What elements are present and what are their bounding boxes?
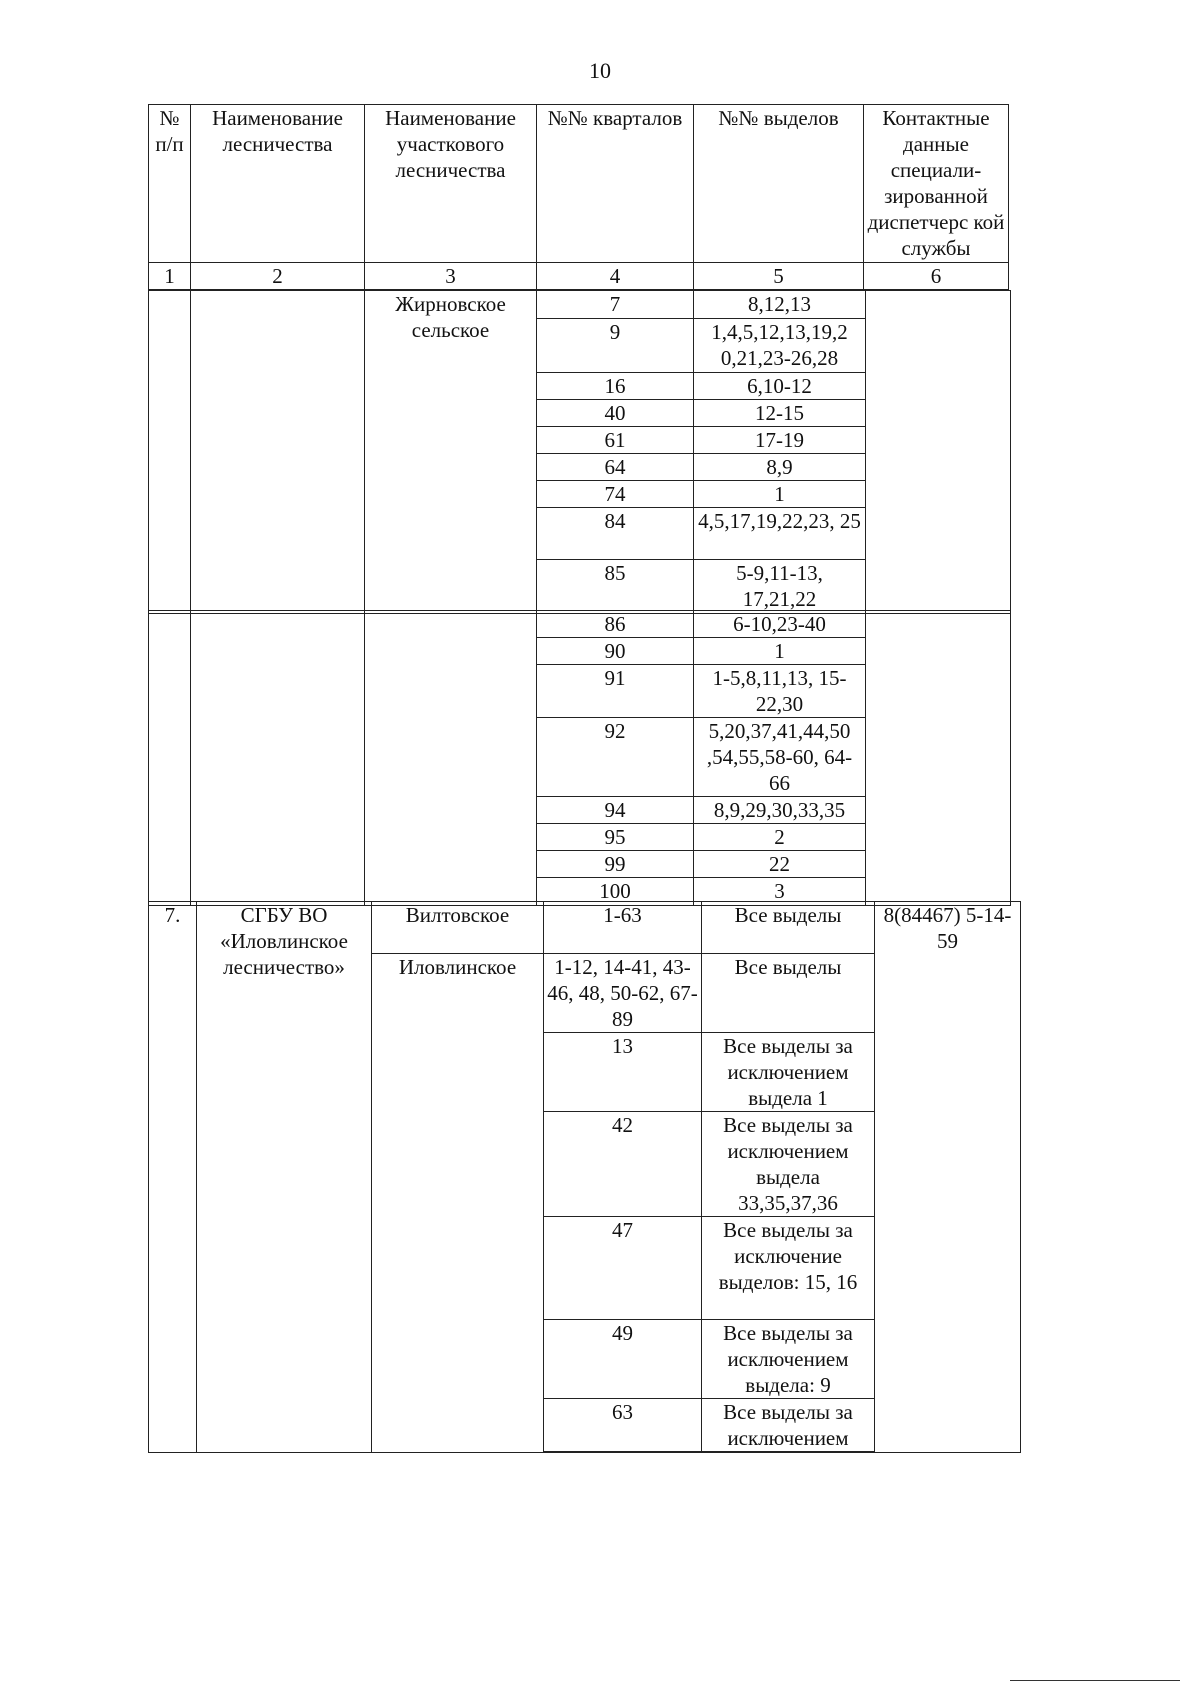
col-header-district-forestry: Наименование участкового лесничества <box>365 105 537 263</box>
quarter-cell: 100 <box>537 878 694 906</box>
table-row <box>149 902 1021 954</box>
col-header-quarters: №№ кварталов <box>537 105 694 263</box>
plots-cell: 6,10-12 <box>694 373 866 400</box>
quarter-cell: 99 <box>537 851 694 878</box>
col-number: 4 <box>537 263 694 290</box>
quarter-cell-empty <box>544 1452 702 1453</box>
plots-cell: 17-19 <box>694 427 866 454</box>
quarter-cell: 63 <box>544 1399 702 1452</box>
plots-cell: Все выделы <box>702 902 875 954</box>
quarter-cell: 84 <box>537 508 694 560</box>
col-header-contacts: Контактные данные специали-зированной диспетчерс кой службы <box>864 105 1009 263</box>
col-number: 6 <box>864 263 1009 290</box>
quarter-cell: 7 <box>537 291 694 319</box>
plots-cell: Все выделы за исключением выдела 1 <box>702 1033 875 1112</box>
contact-cell-empty <box>866 611 1011 906</box>
forestry-cell-empty <box>191 611 365 906</box>
contact-cell-empty <box>866 291 1011 614</box>
quarter-cell: 86 <box>537 611 694 638</box>
quarter-cell: 42 <box>544 1112 702 1217</box>
section-a-table <box>148 290 1011 614</box>
plots-cell: 6-10,23-40 <box>694 611 866 638</box>
quarter-cell: 9 <box>537 319 694 373</box>
plots-cell: 2 <box>694 824 866 851</box>
section-c-table <box>148 901 1021 1453</box>
plots-cell-empty <box>702 1452 875 1453</box>
plots-cell: 1 <box>694 638 866 665</box>
plots-cell: 8,9 <box>694 454 866 481</box>
col-number: 2 <box>191 263 365 290</box>
col-number: 5 <box>694 263 864 290</box>
quarter-cell: 90 <box>537 638 694 665</box>
quarter-cell: 1-63 <box>544 902 702 954</box>
plots-cell: 1,4,5,12,13,19,2 0,21,23-26,28 <box>694 319 866 373</box>
quarter-cell: 61 <box>537 427 694 454</box>
quarter-cell: 91 <box>537 665 694 718</box>
col-header-plots: №№ выделов <box>694 105 864 263</box>
plots-cell: Все выделы <box>702 954 875 1033</box>
page-number: 10 <box>589 58 611 83</box>
quarter-cell: 1-12, 14-41, 43-46, 48, 50-62, 67-89 <box>544 954 702 1033</box>
num-cell: 7. <box>149 902 197 1453</box>
table-row <box>149 291 1011 319</box>
quarter-cell: 74 <box>537 481 694 508</box>
district-forestry-cell-empty <box>365 611 537 906</box>
header-row <box>149 105 1009 263</box>
district-forestry-cell: Иловлинское <box>372 954 544 1453</box>
plots-cell: 1-5,8,11,13, 15-22,30 <box>694 665 866 718</box>
quarter-cell: 16 <box>537 373 694 400</box>
quarter-cell: 47 <box>544 1217 702 1320</box>
col-number: 3 <box>365 263 537 290</box>
quarter-cell: 40 <box>537 400 694 427</box>
col-number: 1 <box>149 263 191 290</box>
plots-cell: 4,5,17,19,22,23, 25 <box>694 508 866 560</box>
col-header-num: № п/п <box>149 105 191 263</box>
plots-cell: 3 <box>694 878 866 906</box>
column-number-row <box>149 263 1009 290</box>
plots-cell: Все выделы за исключением <box>702 1399 875 1452</box>
plots-cell: Все выделы за исключение выделов: 15, 16 <box>702 1217 875 1320</box>
plots-cell: 12-15 <box>694 400 866 427</box>
plots-cell: 22 <box>694 851 866 878</box>
plots-cell: 8,12,13 <box>694 291 866 319</box>
contact-cell: 8(84467) 5-14-59 <box>875 902 1021 1453</box>
plots-cell: 5-9,11-13, 17,21,22 <box>694 560 866 614</box>
district-forestry-cell: Жирновское сельское <box>365 291 537 614</box>
header-table <box>148 104 1009 290</box>
plots-cell: 1 <box>694 481 866 508</box>
forestry-cell-empty <box>191 291 365 614</box>
quarter-cell: 13 <box>544 1033 702 1112</box>
section-b-table <box>148 610 1011 906</box>
quarter-cell: 95 <box>537 824 694 851</box>
district-forestry-cell: Вилтовское <box>372 902 544 954</box>
table-row <box>149 611 1011 638</box>
num-cell-empty <box>149 291 191 614</box>
plots-cell: Все выделы за исключением выдела: 9 <box>702 1320 875 1399</box>
col-header-forestry: Наименование лесничества <box>191 105 365 263</box>
quarter-cell: 92 <box>537 718 694 797</box>
quarter-cell: 49 <box>544 1320 702 1399</box>
plots-cell: 5,20,37,41,44,50 ,54,55,58-60, 64-66 <box>694 718 866 797</box>
plots-cell: Все выделы за исключением выдела 33,35,37,36 <box>702 1112 875 1217</box>
quarter-cell: 85 <box>537 560 694 614</box>
plots-cell: 8,9,29,30,33,35 <box>694 797 866 824</box>
quarter-cell: 94 <box>537 797 694 824</box>
forestry-cell: СГБУ ВО «Иловлинское лесничество» <box>197 902 372 1453</box>
footer-rule <box>1010 1680 1180 1681</box>
num-cell-empty <box>149 611 191 906</box>
quarter-cell: 64 <box>537 454 694 481</box>
